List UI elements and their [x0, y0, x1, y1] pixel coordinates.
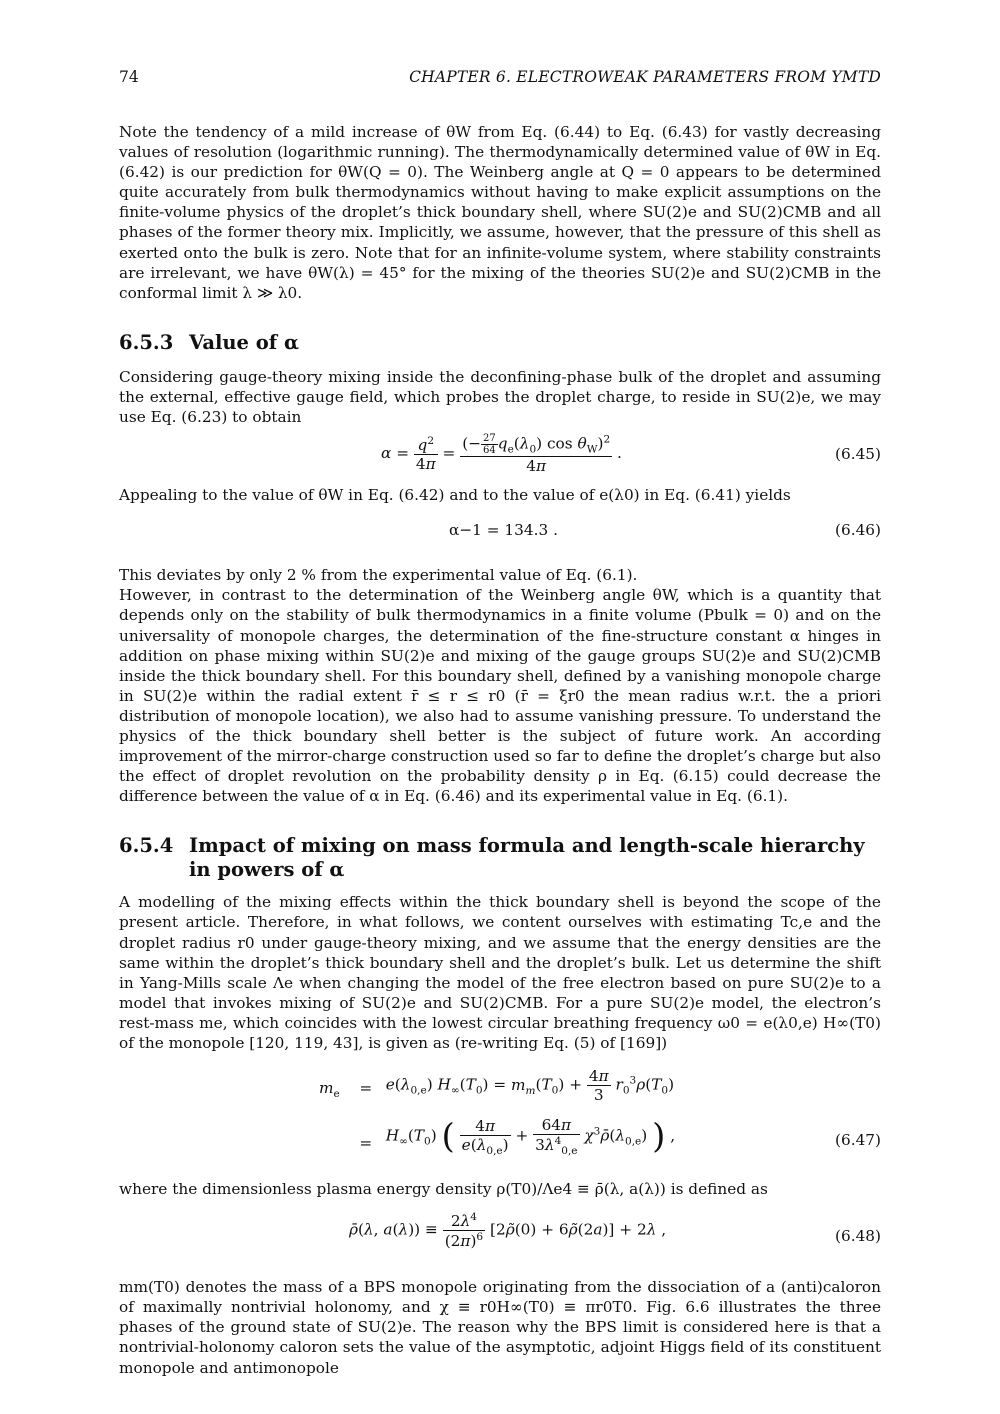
paragraph-5: However, in contrast to the determination of the Weinberg angle θW, which is a quantity that depends only on the stability of bulk thermodynamics in a finite volume (Pbulk = 0) and on the universality of monopole charges, the determination of the fine-structure constant α hinges in addition on phase mixing within SU(2)e and mixing of the gauge groups SU(2)e and SU(2)CMB inside the thick boundary shell. For this boundary shell, defined by a vanishing monopole charge in SU(2)e within the radial extent r̄ ≤ r ≤ r0 (r̄ = ξr0 the mean radius w.r.t. the a priori distribution of monopole location), we also had to assume vanishing pressure. To understand the physics of the thick boundary shell better is the subject of future work. An according improvement of the mirror-charge construction used so far to define the droplet’s charge but also the effect of droplet revolution on the probability density ρ in Eq. (6.15) could decrease the difference between the value of α in Eq. (6.46) and its experimental value in Eq. (6.1). — [119, 586, 881, 806]
chapter-title: CHAPTER 6. ELECTROWEAK PARAMETERS FROM YMTD — [409, 68, 881, 86]
page — [119, 68, 881, 1378]
equation-number: (6.45) — [835, 445, 881, 464]
equation-number: (6.48) — [835, 1227, 881, 1246]
paragraph-8: mm(T0) denotes the mass of a BPS monopole originating from the dissociation of a (anti)caloron of maximally nontrivial holonomy, and χ ≡ r0H∞(T0) ≡ πr0T0. Fig. 6.6 illustrates the three phases of the ground state of SU(2)e. The reason why the BPS limit is considered here is that a nontrivial-holonomy caloron sets the value of the asymptotic, adjoint Higgs field of its constituent monopole and antimonopole — [119, 1278, 881, 1377]
paragraph-3: Appealing to the value of θW in Eq. (6.42) and to the value of e(λ0) in Eq. (6.41) yields — [119, 486, 791, 505]
section-number: 6.5.4 — [119, 834, 174, 858]
section-title: Value of α — [189, 330, 299, 354]
equation-6-45: α = $\frac{q^2}{4\pi}$ = (− $\frac{27}{64}$ $q_e(\lambda_0)$ $\cos \theta_W)^2$ 4π . (6.45) — [381, 433, 881, 476]
section-6-5-4-heading — [119, 834, 881, 882]
equation-6-48: ρ̄(λ, a(λ)) ≡ $\frac{2\lambda^4}{(2\pi)^6}$ [2ρ̃(0) + 6ρ̃(2a)] + 2λ , (6.48) — [349, 1211, 881, 1251]
paragraph-7: where the dimensionless plasma energy density ρ(T0)/Λe4 ≡ ρ̄(λ, a(λ)) is defined as — [119, 1180, 768, 1199]
equation-number: (6.47) — [835, 1131, 881, 1150]
paragraph-6: A modelling of the mixing effects within the thick boundary shell is beyond the scope of the present article. Therefore, in what follows, we content ourselves with estimating Tc,e and the droplet radius r0 under gauge-theory mixing, and we assume that the energy densities are the same within the droplet’s thick boundary shell and the droplet’s bulk. Let us determine the shift in Yang-Mills scale Λe when changing the model of the free electron based on pure SU(2)e to a model that invokes mixing of SU(2)e and SU(2)CMB. For a pure SU(2)e model, the electron’s rest-mass me, which coincides with the lowest circular breathing frequency ω0 = e(λ0,e) H∞(T0) of the monopole [120, 119, 43], is given as (re-writing Eq. (5) of [169]) — [119, 893, 881, 1052]
section-6-5-3-heading — [119, 331, 881, 355]
paragraph-4: This deviates by only 2 % from the experimental value of Eq. (6.1). — [119, 566, 638, 585]
paragraph-2: Considering gauge-theory mixing inside the deconfining-phase bulk of the droplet and assuming the external, effective gauge field, which probes the droplet charge, to reside in SU(2)e, we may use Eq. (6.23) to obtain — [119, 367, 881, 427]
equation-6-46 — [119, 505, 881, 557]
paragraph-1: Note the tendency of a mild increase of θW from Eq. (6.44) to Eq. (6.43) for vastly decreasing values of resolution (logarithmic running). The thermodynamically determined value of θW in Eq. (6.42) is our prediction for θW(Q = 0). The Weinberg angle at Q = 0 appears to be determined quite accurately from bulk thermodynamics without having to make explicit assumptions on the finite-volume physics of the droplet’s thick boundary shell, where SU(2)e and SU(2)CMB and all phases of the former theory mix. Implicitly, we assume, however, that the pressure of this shell as exerted onto the bulk is zero. Note that for an infinite-volume system, where stability constraints are irrelevant, we have θW(λ) = 45° for the mixing of the theories SU(2)e and SU(2)CMB in the conformal limit λ ≫ λ0. — [119, 123, 881, 302]
equation-body: α−1 = 134.3 . — [449, 521, 558, 540]
page-number: 74 — [119, 68, 139, 86]
equation-6-47: $m_e$ = $e(\lambda_{0,e}) H_\infty(T_0) = m_m(T_0)$ + $\frac{4\pi}{3}$ $r_0^3\rho(T_0)$ = $H_\infty(T_0)$ ( $\frac{4\pi}{e(\lambda_{0,e})}$ + $\frac{64\pi}{3\lambda^4_{0,e}}$ $\chi^3\rhō(\lambda_{0,e})$ ) , (6.47) — [319, 1067, 881, 1158]
section-title: Impact of mixing on mass formula and length-scale hierarchy in powers of α — [189, 834, 865, 882]
running-head — [119, 68, 881, 92]
section-number: 6.5.3 — [119, 330, 174, 354]
equation-number: (6.46) — [835, 521, 881, 540]
